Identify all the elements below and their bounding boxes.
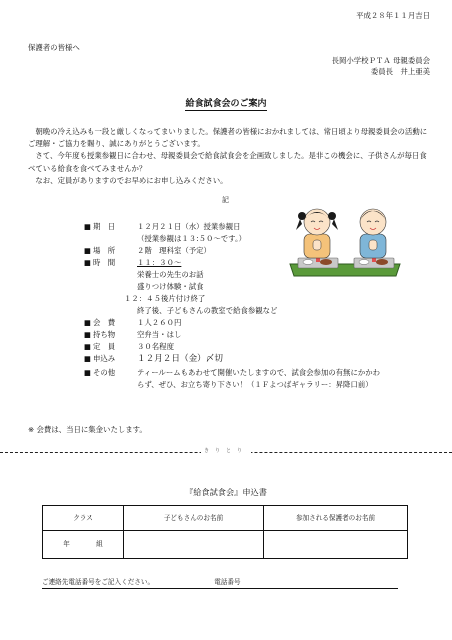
sender-block [332, 55, 430, 78]
detail-value: １２月２１日（水）授業参観日 [137, 222, 241, 231]
detail-subline: 終了後、子どもさんの教室で給食参観など [137, 305, 278, 315]
body-paragraph-2: さて、今年度も授業参観日に合わせ、母親委員会で給食試食会を企画致しました。是非この機会に、子供さんが毎日食べている給食を食べてみませんか？ [28, 151, 427, 173]
page-title [0, 98, 452, 110]
year-label: 年 [63, 540, 70, 549]
detail-label: その他 [93, 367, 116, 377]
detail-value: ティールームもあわせて開催いたしますので、試食会参加の有無にかかわ [137, 367, 381, 377]
detail-label: 時 間 [93, 257, 116, 267]
detail-row-bring [84, 329, 380, 341]
bullet-marker: ■ [84, 353, 91, 363]
fee-note: ※ 会費は、当日に集金いたします。 [28, 425, 147, 434]
detail-row-other [84, 367, 380, 379]
detail-label: 場 所 [93, 245, 116, 255]
col-class: クラス [43, 506, 124, 531]
detail-label: 定 員 [93, 341, 116, 351]
body-paragraph-3: なお、定員がありますのでお早めにお申し込みください。 [35, 175, 228, 185]
detail-value: ３０名程度 [137, 341, 174, 351]
time-start: １１：３０～ [137, 257, 182, 267]
detail-value: １人２６０円 [137, 317, 182, 327]
detail-label: 申込み [93, 353, 116, 363]
class-label: 組 [96, 540, 103, 549]
lunch-illustration [284, 200, 406, 285]
sender-name: 委員長 井上亜美 [370, 67, 430, 77]
page-title-text: 給食試食会のご案内 [185, 99, 267, 109]
body-paragraph-1: 朝晩の冷え込みも一段と厳しくなってまいりました。保護者の皆様におかれましては、常日頃より母親委員会の活動にご理解・ご協力を賜り、誠にありがとうございます。 [28, 127, 428, 149]
detail-value [137, 257, 181, 269]
tel-label: 電話番号 [214, 578, 241, 586]
contact-label: ご連絡先電話番号をご記入ください。 [42, 578, 155, 586]
detail-value: ２階 理科室（予定） [137, 245, 211, 255]
detail-subline: 盛りつけ体験・試食 [137, 281, 204, 291]
cut-label-text: きりとり [201, 448, 251, 454]
recipient: 保護者の皆様へ [28, 43, 80, 52]
parent-name-cell[interactable] [264, 531, 408, 559]
detail-row-apply [84, 353, 380, 367]
detail-subline: （授業参観は１３:５０～です。） [137, 233, 247, 243]
application-form-table [42, 505, 408, 559]
body-text [28, 126, 428, 187]
class-cell[interactable] [43, 531, 124, 559]
sender-org: 長岡小学校ＰＴＡ 母親委員会 [331, 56, 430, 65]
children-eating-lunch-icon [284, 200, 406, 282]
col-parent-name: 参加される保護者のお名前 [264, 506, 408, 531]
child-name-cell[interactable] [124, 531, 264, 559]
contact-line[interactable] [42, 578, 398, 589]
col-child-name: 子どもさんのお名前 [124, 506, 264, 531]
detail-label: 会 費 [93, 317, 116, 327]
bullet-marker: ■ [84, 317, 91, 327]
form-entry-row[interactable] [43, 531, 408, 559]
form-header-row [43, 506, 408, 531]
detail-label: 持ち物 [93, 329, 116, 339]
detail-subline: 栄養士の先生のお話 [137, 269, 204, 279]
detail-value: 空弁当・はし [137, 329, 182, 339]
bullet-marker: ■ [84, 245, 91, 255]
bullet-marker: ■ [84, 222, 91, 231]
form-title: 『給食試食会』申込書 [185, 487, 267, 497]
bullet-marker: ■ [84, 367, 91, 377]
bullet-marker: ■ [84, 257, 91, 267]
detail-row-capacity [84, 341, 380, 353]
detail-label: 期 日 [93, 222, 116, 231]
date: 平成２８年１１月吉日 [356, 11, 430, 20]
detail-value: １２月２日（金）〆切 [137, 353, 223, 364]
ki-mark: 記 [222, 196, 229, 204]
detail-subline: １２：４５後片付け終了 [124, 293, 206, 303]
bullet-marker: ■ [84, 329, 91, 339]
cut-label [0, 448, 452, 455]
detail-row-fee [84, 317, 380, 329]
bullet-marker: ■ [84, 341, 91, 351]
detail-subline: らず、ぜひ、お立ち寄り下さい！（１Ｆよつばギャラリー：昇降口前） [137, 379, 373, 389]
